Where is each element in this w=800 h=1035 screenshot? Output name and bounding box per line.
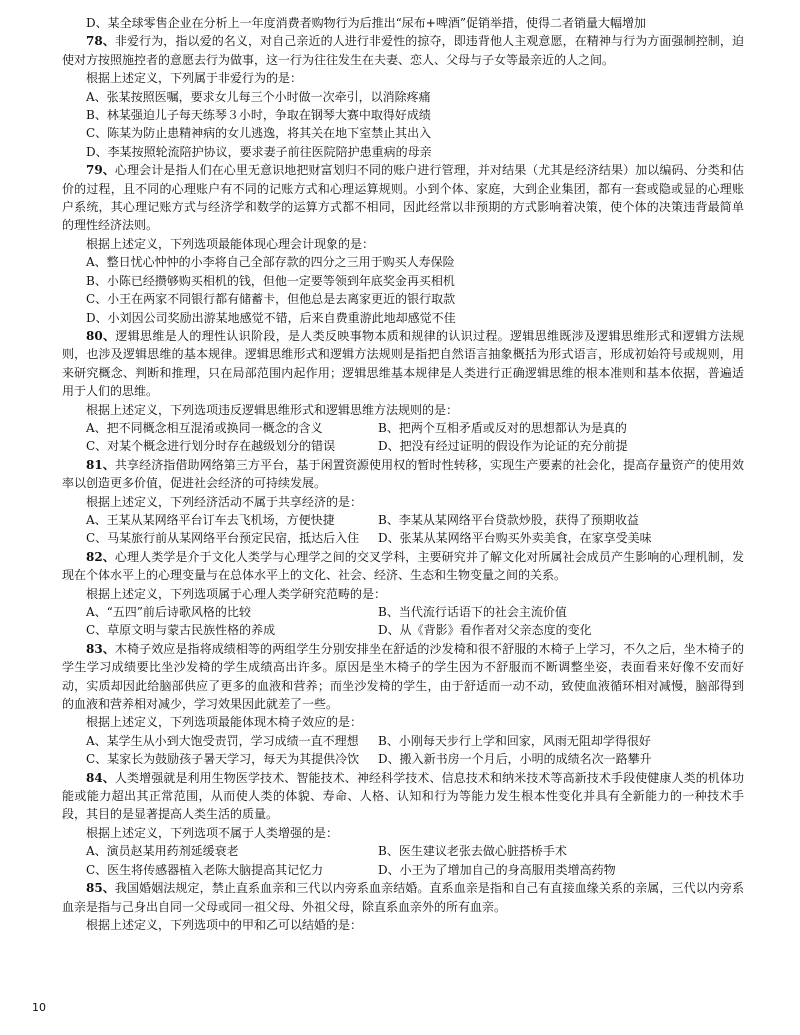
q78-number: 78、: [86, 34, 115, 49]
q81-option-d: D、张某从某网络平台购买外卖美食，在家享受美味: [378, 531, 652, 546]
q78-option-a: A、张某按照医嘱，要求女儿每三个小时做一次牵引，以消除疼痛: [86, 89, 431, 104]
q79-option-c: C、小王在两家不同银行都有储蓄卡，但他总是去离家更近的银行取款: [86, 292, 456, 307]
q80-options-row-1: [62, 419, 744, 437]
q78-option-c: C、陈某为防止患精神病的女儿逃逸，将其关在地下室禁止其出入: [86, 126, 432, 141]
q83-option-b: B、小刚每天步行上学和回家，风雨无阻却学得很好: [378, 733, 651, 748]
q82-options-row-2: [62, 621, 744, 639]
q78-stem: 根据上述定义，下列属于非爱行为的是：: [86, 71, 303, 86]
q84-definition: 84、人类增强就是利用生物医学技术、智能技术、神经科学技术、信息技术和纳米技术等高新技术手段使健康人类的机体功能或能力超出其正常范围，从而使人类的体貌、寿命、人格、认知和行为等能力发生根本性变化并具有全新能力的一种技术手段，其目的是显著提高人类生活的质量。: [62, 770, 744, 822]
q84-options-row-2: [62, 861, 744, 879]
q84-number: 84、: [86, 770, 115, 785]
q81-option-c: C、马某旅行前从某网络平台预定民宿，抵达后入住: [86, 531, 360, 546]
q81-options-row-1: [62, 511, 744, 529]
q85-definition: 85、我国婚姻法规定，禁止直系血亲和三代以内旁系血亲结婚。直系血亲是指和自己有直接血缘关系的亲属，三代以内旁系血亲是指与己身出自同一父母或同一祖父母、外祖父母，除直系血亲外的所有血亲。: [62, 881, 744, 914]
q81-definition: 81、共享经济指借助网络第三方平台，基于闲置资源使用权的暂时性转移，实现生产要素的社会化，提高存量资产的使用效率以创造更多价值，促进社会经济的可持续发展。: [62, 457, 744, 491]
q78-option-b: B、林某强迫儿子每天练琴３小时，争取在钢琴大赛中取得好成绩: [86, 108, 431, 123]
lead-option: D、某全球零售企业在分析上一年度消费者购物行为后推出“尿布+啤酒”促销举措，使得二者销量大幅增加: [86, 16, 646, 30]
q82-number: 82、: [86, 549, 115, 564]
q83-number: 83、: [86, 641, 115, 656]
q84-option-b: B、医生建议老张去做心脏搭桥手术: [378, 844, 567, 859]
q80-option-d: D、把没有经过证明的假设作为论证的充分前提: [378, 439, 628, 454]
q83-option-c: C、某家长为鼓励孩子暑天学习，每天为其提供冷饮: [86, 752, 360, 767]
q85-number: 85、: [86, 881, 115, 896]
q78-option-d: D、李某按照轮流陪护协议，要求妻子前往医院陪护患重病的母亲: [86, 144, 432, 159]
q80-option-b: B、把两个互相矛盾或反对的思想都认为是真的: [378, 420, 627, 435]
q84-stem: 根据上述定义，下列选项不属于人类增强的是：: [86, 825, 339, 840]
q80-definition: 80、逻辑思维是人的理性认识阶段，是人类反映事物本质和规律的认识过程。逻辑思维既涉及逻辑思维形式和逻辑方法规则，也涉及逻辑思维的基本规律。逻辑思维形式和逻辑方法规则是指把自然语言抽象概括为形式语言，形成初始符号或规则，用来研究概念、判断和推理，只在局部范围内起作用；逻辑思维基本规律是人类进行正确逻辑思维的根本准则和基本依据，普遍适用于人们的思维。: [62, 328, 744, 399]
q79-number: 79、: [86, 163, 115, 178]
q82-definition: 82、心理人类学是介于文化人类学与心理学之间的交叉学科，主要研究并了解文化对所属社会成员产生影响的心理机制，发现在个体水平上的心理变量与在总体水平上的文化、社会、经济、生态和生物变量之间的关系。: [62, 549, 744, 583]
q84-option-a: A、演员赵某用药剂延缓衰老: [86, 844, 239, 859]
q80-option-a: A、把不同概念相互混淆或换同一概念的含义: [86, 420, 323, 435]
q78-definition: 78、非爱行为，指以爱的名义，对自己亲近的人进行非爱性的掠夺，即违背他人主观意愿，在精神与行为方面强制控制，迫使对方按照施控者的意愿去行为做事，这一行为往往发生在夫妻、恋人、父母与子女等最亲近的人之间。: [62, 34, 744, 67]
q81-option-b: B、李某从某网络平台贷款炒股，获得了预期收益: [378, 512, 639, 527]
q82-options-row-1: [62, 603, 744, 621]
q80-option-c: C、对某个概念进行划分时存在越级划分的错误: [86, 439, 336, 454]
q80-stem: 根据上述定义，下列选项违反逻辑思维形式和逻辑思维方法规则的是：: [86, 402, 459, 417]
plus-sign: +: [425, 16, 436, 30]
q83-option-d: D、搬入新书房一个月后，小明的成绩名次一路攀升: [378, 752, 652, 767]
q83-options-row-2: [62, 750, 744, 768]
q85-stem: 根据上述定义，下列选项中的甲和乙可以结婚的是：: [86, 917, 363, 932]
page-number: 10: [32, 1001, 46, 1014]
q79-option-b: B、小陈已经攒够购买相机的钱，但他一定要等领到年底奖金再买相机: [86, 273, 455, 288]
q81-stem: 根据上述定义，下列经济活动不属于共享经济的是：: [86, 494, 363, 509]
q79-option-a: A、整日忧心忡忡的小李将自己全部存款的四分之三用于购买人寿保险: [86, 255, 455, 270]
q79-definition: 79、心理会计是指人们在心里无意识地把财富划归不同的账户进行管理，并对结果（尤其是经济结果）加以编码、分类和估价的过程，且不同的心理账户有不同的记账方式和心理运算规则。小到个体、家庭，大到企业集团，都有一套或隐或显的心理账户系统，其心理记账方式与经济学和数学的运算方式都不相同，因此经常以非预期的方式影响着决策，使个体的决策违背最简单的理性经济法则。: [62, 163, 744, 233]
q82-stem: 根据上述定义，下列选项属于心理人类学研究范畴的是：: [86, 586, 387, 601]
page-content: [62, 14, 744, 934]
q79-option-d: D、小刘因公司奖励出游某地感觉不错，后来自费重游此地却感觉不佳: [86, 310, 456, 325]
q81-options-row-2: [62, 529, 744, 547]
q80-options-row-2: [62, 437, 744, 455]
q82-option-d: D、从《背影》看作者对父亲态度的变化: [378, 623, 592, 638]
q82-option-c: C、草原文明与蒙古民族性格的养成: [86, 623, 276, 638]
q84-options-row-1: [62, 842, 744, 860]
q83-options-row-1: [62, 732, 744, 750]
q81-number: 81、: [86, 457, 115, 472]
q83-option-a: A、某学生从小到大饱受责罚，学习成绩一直不理想: [86, 733, 359, 748]
q79-stem: 根据上述定义，下列选项最能体现心理会计现象的是：: [86, 236, 375, 251]
q83-definition: 83、木椅子效应是指将成绩相等的两组学生分别安排坐在舒适的沙发椅和很不舒服的木椅子上学习，不久之后，坐木椅子的学生学习成绩要比坐沙发椅的学生成绩高出许多。原因是坐木椅子的学生因为不舒服而不断调整坐姿，表面看来好像不安而好动，实质却因此给脑部供应了更多的血液和营养；而坐沙发椅的学生，由于舒适而一动不动，致使血液循环相对减慢，脑部得到的血液和营养相对减少，学习效果因此就差了一些。: [62, 641, 744, 712]
q84-option-d: D、小王为了增加自己的身高服用类增高药物: [378, 862, 616, 877]
q83-stem: 根据上述定义，下列选项最能体现木椅子效应的是：: [86, 715, 363, 730]
q82-option-a: A、“五四”前后诗歌风格的比较: [86, 605, 251, 619]
q82-option-b: B、当代流行话语下的社会主流价值: [378, 605, 567, 619]
q80-number: 80、: [86, 328, 116, 343]
q81-option-a: A、王某从某网络平台订车去飞机场，方便快捷: [86, 512, 335, 527]
q84-option-c: C、医生将传感器植入老陈大脑提高其记忆力: [86, 862, 324, 877]
